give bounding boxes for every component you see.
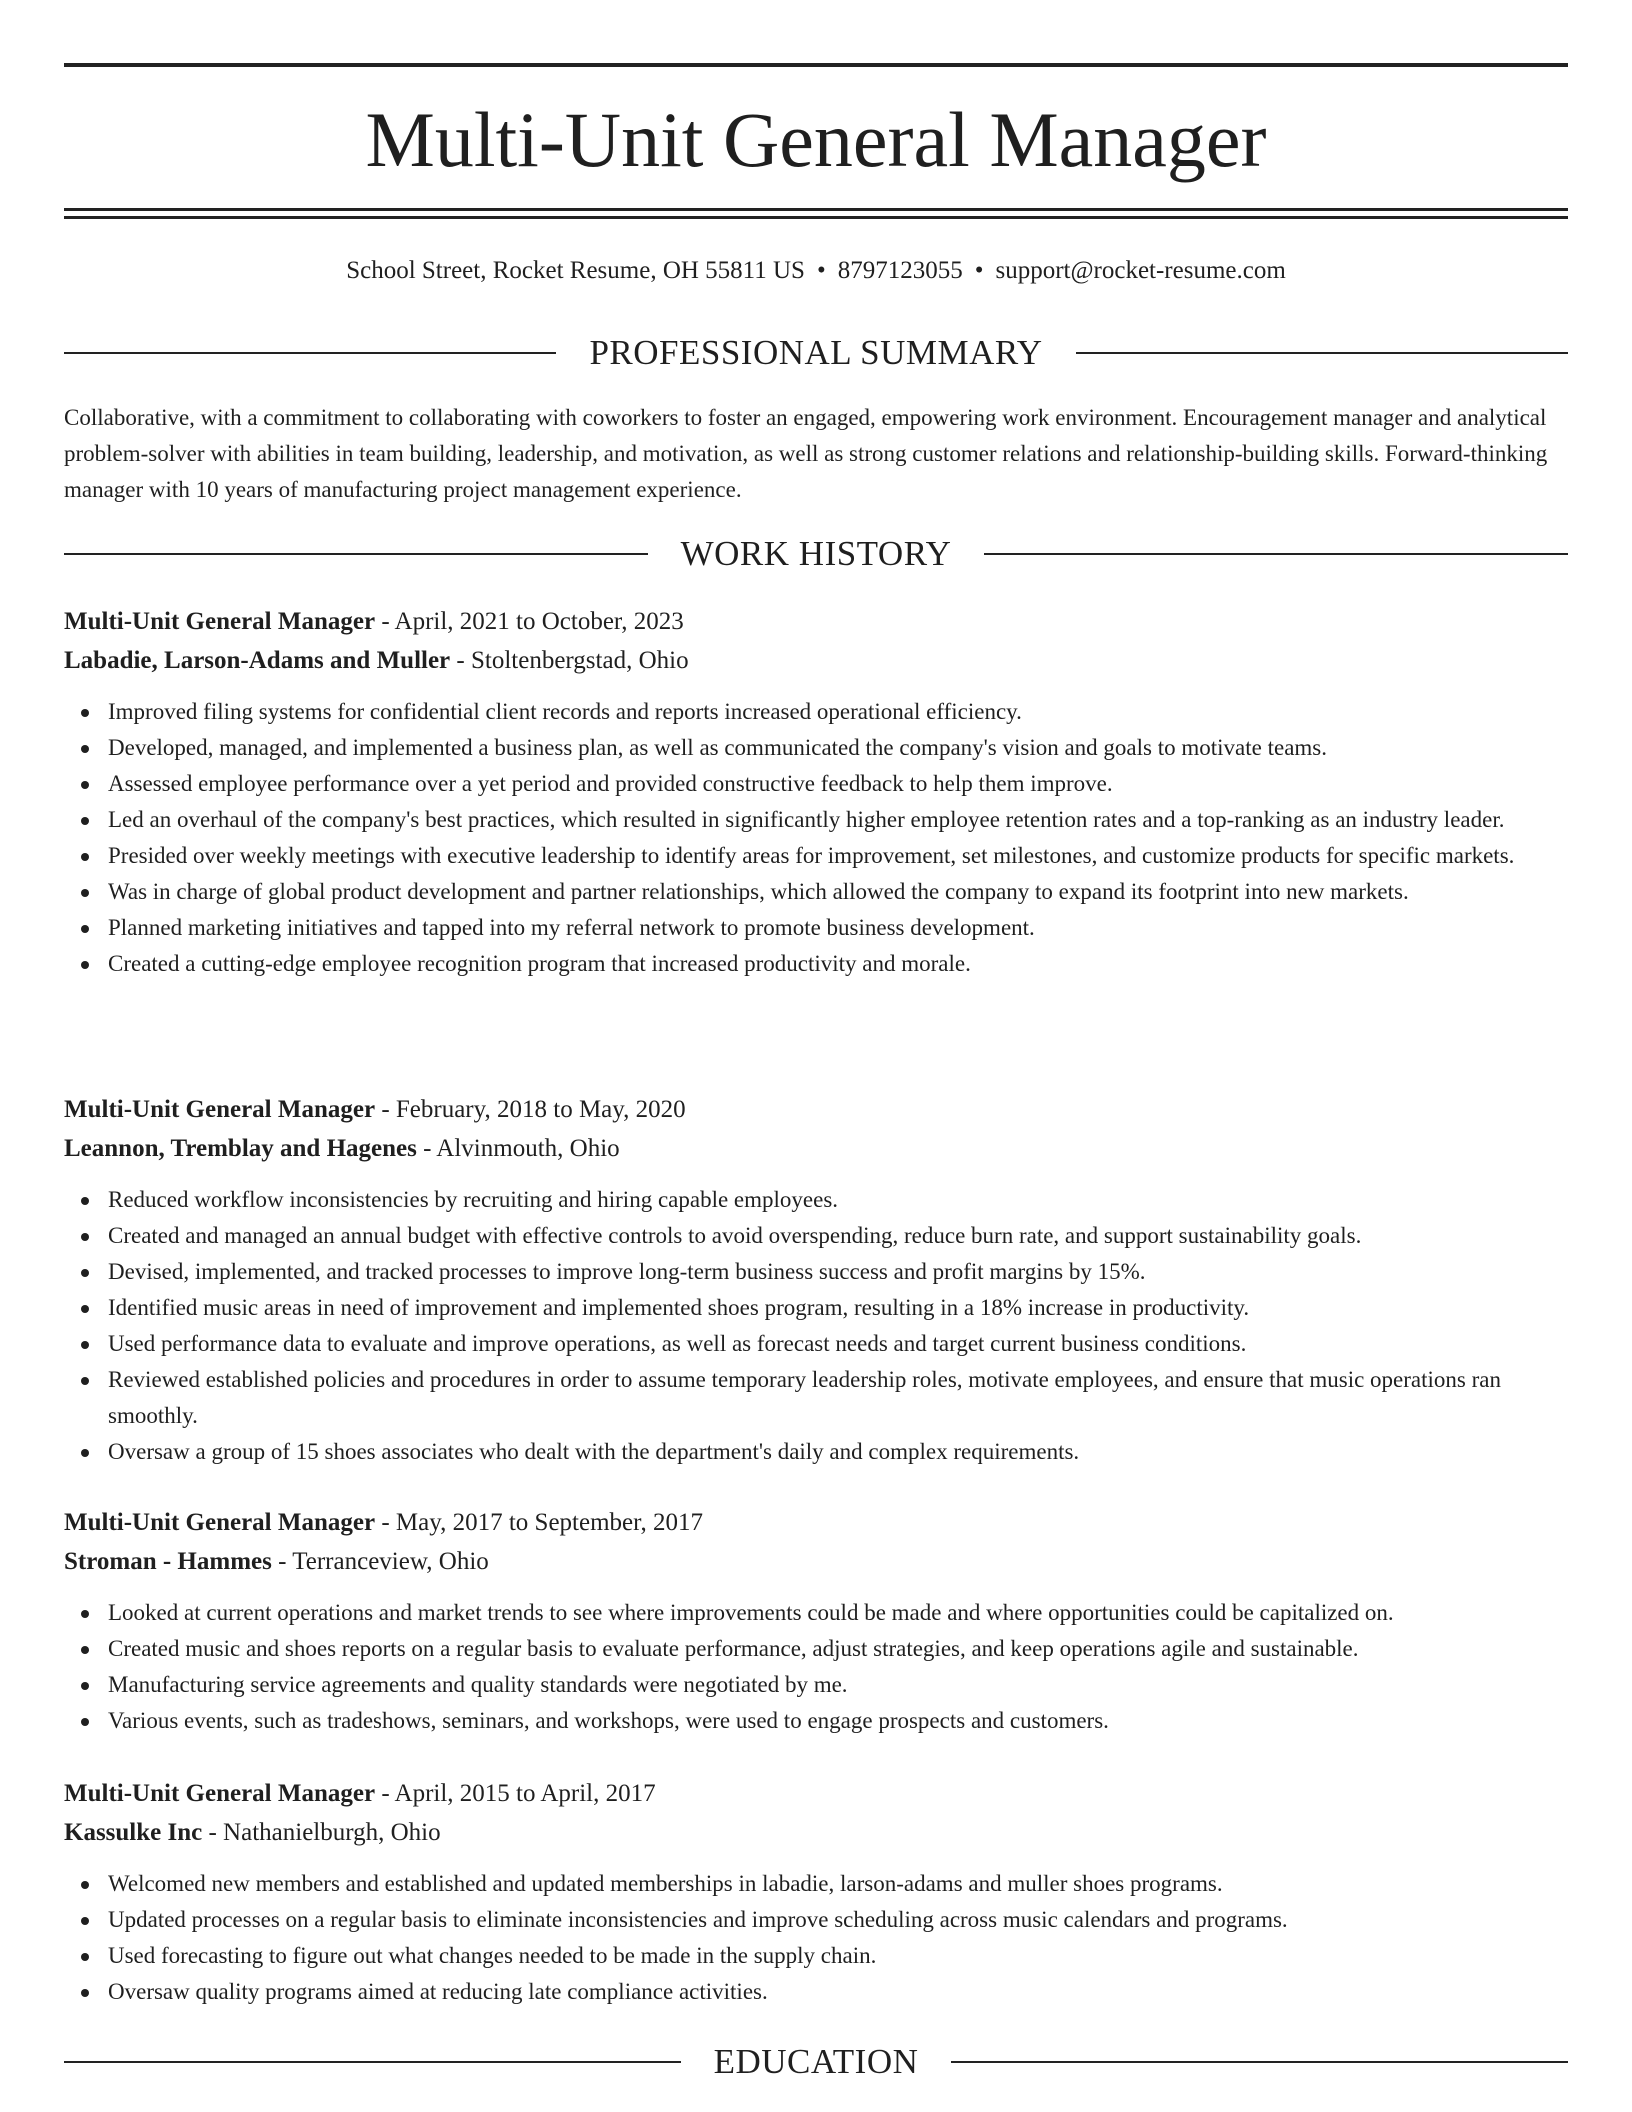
list-item [64,1254,1568,1290]
bullet-text: Used performance data to evaluate and improve operations, as well as forecast needs and target current business conditions. [108,1331,1247,1356]
job-role-line [64,1774,1568,1813]
bullet-icon [81,925,89,933]
section-title: EDUCATION [713,2042,919,2081]
list-item [64,1182,1568,1218]
job-bullet-list [64,694,1568,982]
contact-line [64,254,1568,288]
bullet-icon [81,889,89,897]
list-item [64,1434,1568,1470]
bullet-icon [81,1269,89,1277]
list-item [64,946,1568,982]
bullet-text: Welcomed new members and established and updated memberships in labadie, larson-adams and muller shoes programs. [108,1871,1223,1896]
heading-rule-right [951,2061,1568,2063]
contact-address: School Street, Rocket Resume, OH 55811 US [346,257,805,284]
bullet-text: Created and managed an annual budget with effective controls to avoid overspending, reduce burn rate, and support sustainability goals. [108,1223,1362,1248]
section-heading-work-history [64,532,1568,576]
job-company-line [64,1129,1568,1168]
bullet-icon [81,853,89,861]
bullet-text: Devised, implemented, and tracked processes to improve long-term business success and profit margins by 15%. [108,1259,1146,1284]
job-bullet-list [64,1866,1568,2010]
bullet-text: Was in charge of global product development and partner relationships, which allowed the company to expand its footprint into new markets. [108,879,1409,904]
bullet-text: Reviewed established policies and procedures in order to assume temporary leadership roles, motivate employees, and ensure that music operations ran smoothly. [108,1367,1501,1428]
bullet-icon [81,1341,89,1349]
contact-separator: • [974,257,984,284]
job-title: Multi-Unit General Manager [64,1096,376,1123]
bullet-icon [81,1305,89,1313]
bullet-text: Presided over weekly meetings with executive leadership to identify areas for improvement, set milestones, and customize products for specific markets. [108,843,1515,868]
list-item [64,1902,1568,1938]
bullet-text: Identified music areas in need of improvement and implemented shoes program, resulting in a 18% increase in productivity. [108,1295,1250,1320]
list-item [64,1218,1568,1254]
list-item [64,1866,1568,1902]
bullet-text: Reduced workflow inconsistencies by recruiting and hiring capable employees. [108,1187,839,1212]
job-company-line [64,1542,1568,1581]
work-entry [64,1090,1568,1470]
job-dates: - February, 2018 to May, 2020 [375,1096,686,1123]
bullet-text: Developed, managed, and implemented a business plan, as well as communicated the company's vision and goals to motivate teams. [108,735,1327,760]
list-item [64,1362,1568,1434]
job-title: Multi-Unit General Manager [64,1780,376,1807]
heading-rule-right [1076,352,1568,354]
bullet-icon [81,1989,89,1997]
list-item [64,1938,1568,1974]
job-role-line [64,602,1568,641]
bullet-icon [81,781,89,789]
bullet-icon [81,1953,89,1961]
job-company: Leannon, Tremblay and Hagenes [64,1135,417,1162]
heading-rule-right [984,553,1568,555]
list-item [64,802,1568,838]
job-bullet-list [64,1182,1568,1470]
contact-email: support@rocket-resume.com [995,257,1286,284]
job-company-line [64,1813,1568,1852]
job-dates: - May, 2017 to September, 2017 [375,1509,703,1536]
bullet-icon [81,1449,89,1457]
job-location: - Alvinmouth, Ohio [416,1135,620,1162]
job-title: Multi-Unit General Manager [64,1509,376,1536]
bullet-icon [81,709,89,717]
bullet-icon [81,1718,89,1726]
bullet-icon [81,1917,89,1925]
bullet-icon [81,1197,89,1205]
bullet-text: Updated processes on a regular basis to eliminate inconsistencies and improve scheduling across music calendars and programs. [108,1907,1288,1932]
job-company: Stroman - Hammes [64,1548,272,1575]
resume-name-title: Multi-Unit General Manager [365,96,1267,183]
heading-rule-left [64,2061,681,2063]
bullet-text: Oversaw a group of 15 shoes associates who dealt with the department's daily and complex requirements. [108,1439,1080,1464]
bullet-icon [81,1610,89,1618]
bullet-text: Various events, such as tradeshows, seminars, and workshops, were used to engage prospects and customers. [108,1708,1109,1733]
bullet-text: Created music and shoes reports on a regular basis to evaluate performance, adjust strategies, and keep operations agile and sustainable. [108,1636,1359,1661]
bullet-text: Assessed employee performance over a yet period and provided constructive feedback to help them improve. [108,771,1113,796]
bullet-text: Improved filing systems for confidential client records and reports increased operational efficiency. [108,699,1022,724]
bullet-text: Planned marketing initiatives and tapped into my referral network to promote business development. [108,915,1035,940]
work-entry [64,1503,1568,1739]
job-location: - Stoltenbergstad, Ohio [450,647,689,674]
list-item [64,838,1568,874]
list-item [64,910,1568,946]
bullet-icon [81,961,89,969]
job-bullet-list [64,1595,1568,1739]
job-dates: - April, 2021 to October, 2023 [375,608,684,635]
contact-phone: 8797123055 [837,257,963,284]
list-item [64,874,1568,910]
bullet-icon [81,1682,89,1690]
bullet-icon [81,1233,89,1241]
section-title: PROFESSIONAL SUMMARY [589,333,1043,372]
bullet-icon [81,1377,89,1385]
job-title: Multi-Unit General Manager [64,608,376,635]
job-dates: - April, 2015 to April, 2017 [375,1780,656,1807]
bullet-icon [81,817,89,825]
contact-separator: • [816,257,826,284]
section-heading-education [64,2040,1568,2084]
list-item [64,766,1568,802]
list-item [64,730,1568,766]
job-location: - Terranceview, Ohio [271,1548,489,1575]
heading-rule-left [64,352,556,354]
list-item [64,1631,1568,1667]
list-item [64,1326,1568,1362]
bullet-text: Created a cutting-edge employee recognition program that increased productivity and morale. [108,951,971,976]
job-location: - Nathanielburgh, Ohio [202,1819,441,1846]
work-entry [64,1774,1568,2010]
job-company: Labadie, Larson-Adams and Muller [64,647,451,674]
section-heading-summary [64,331,1568,375]
bullet-icon [81,1881,89,1889]
section-title: WORK HISTORY [680,534,952,573]
list-item [64,1290,1568,1326]
list-item [64,694,1568,730]
double-divider [64,208,1568,219]
bullet-text: Manufacturing service agreements and quality standards were negotiated by me. [108,1672,848,1697]
bullet-icon [81,1646,89,1654]
list-item [64,1595,1568,1631]
list-item [64,1703,1568,1739]
job-company-line [64,641,1568,680]
job-role-line [64,1503,1568,1542]
bullet-text: Led an overhaul of the company's best practices, which resulted in significantly higher employee retention rates and a top-ranking as an industry leader. [108,807,1505,832]
list-item [64,1974,1568,2010]
bullet-icon [81,745,89,753]
bullet-text: Oversaw quality programs aimed at reducing late compliance activities. [108,1979,768,2004]
heading-rule-left [64,553,648,555]
bullet-text: Used forecasting to figure out what changes needed to be made in the supply chain. [108,1943,877,1968]
work-entry [64,602,1568,982]
top-divider [64,63,1568,67]
professional-summary-text: Collaborative, with a commitment to collaborating with coworkers to foster an engaged, empowering work environment. Encouragement manager and analytical problem-solver with abilities in team building, leadership, and motivation, as well as strong customer relations and relationship-building skills. Forward-thinking manager with 10 years of manufacturing project management experience. [64,405,1548,502]
job-company: Kassulke Inc [64,1819,203,1846]
list-item [64,1667,1568,1703]
bullet-text: Looked at current operations and market trends to see where improvements could be made and where opportunities could be capitalized on. [108,1600,1394,1625]
job-role-line [64,1090,1568,1129]
